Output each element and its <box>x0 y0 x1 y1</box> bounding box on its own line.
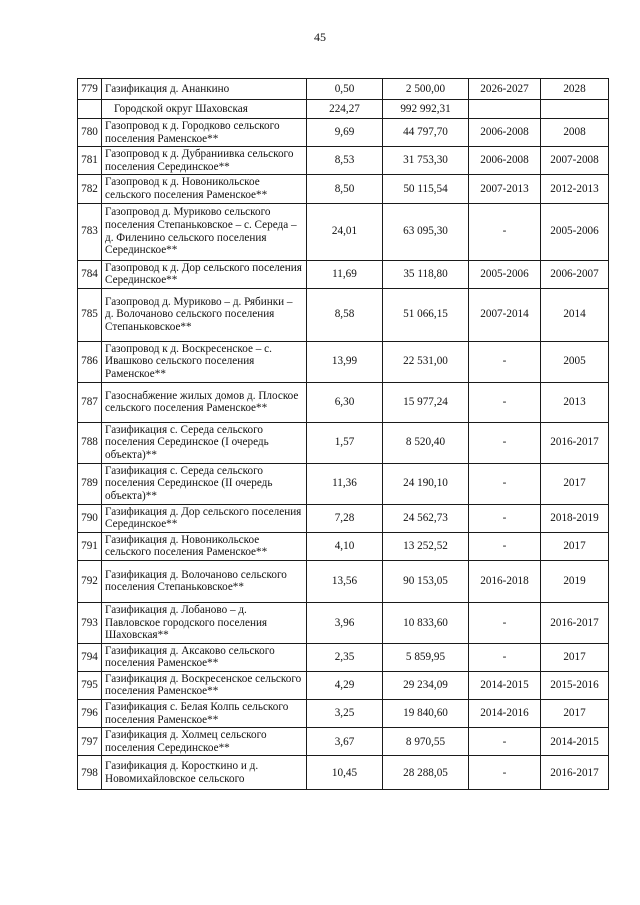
table-row <box>78 560 609 602</box>
period-value: 2007-2014 <box>469 288 541 341</box>
object-name: Газопровод к д. Городково сельского поселения Раменское** <box>102 119 307 147</box>
year-value: 2014 <box>541 288 609 341</box>
year-value: 2017 <box>541 463 609 504</box>
row-number: 786 <box>78 341 102 382</box>
year-value: 2019 <box>541 560 609 602</box>
period-value: - <box>469 602 541 643</box>
length-value: 224,27 <box>307 100 383 119</box>
length-value: 7,28 <box>307 504 383 532</box>
table-row <box>78 260 609 288</box>
table-row <box>78 504 609 532</box>
object-name: Газификация с. Середа сельского поселения Серединское (II очередь объекта)** <box>102 463 307 504</box>
cost-value: 22 531,00 <box>383 341 469 382</box>
year-value: 2005-2006 <box>541 203 609 260</box>
row-number <box>78 100 102 119</box>
length-value: 3,67 <box>307 728 383 756</box>
length-value: 3,25 <box>307 700 383 728</box>
year-value: 2017 <box>541 643 609 671</box>
period-value: - <box>469 504 541 532</box>
year-value: 2014-2015 <box>541 728 609 756</box>
period-value: 2014-2016 <box>469 700 541 728</box>
period-value: - <box>469 532 541 560</box>
cost-value: 35 118,80 <box>383 260 469 288</box>
table-row <box>78 643 609 671</box>
gasification-table <box>77 78 609 790</box>
cost-value: 24 562,73 <box>383 504 469 532</box>
row-number: 785 <box>78 288 102 341</box>
period-value: 2007-2013 <box>469 175 541 203</box>
table-row <box>78 602 609 643</box>
period-value: - <box>469 728 541 756</box>
cost-value: 2 500,00 <box>383 79 469 100</box>
length-value: 9,69 <box>307 119 383 147</box>
cost-value: 44 797,70 <box>383 119 469 147</box>
period-value: - <box>469 643 541 671</box>
object-name: Газификация д. Воскресенское сельского поселения Раменское** <box>102 671 307 699</box>
row-number: 788 <box>78 422 102 463</box>
year-value: 2012-2013 <box>541 175 609 203</box>
cost-value: 19 840,60 <box>383 700 469 728</box>
cost-value: 51 066,15 <box>383 288 469 341</box>
table-row <box>78 700 609 728</box>
table-row <box>78 382 609 422</box>
object-name: Газопровод к д. Дубраниивка сельского поселения Серединское** <box>102 147 307 175</box>
row-number: 780 <box>78 119 102 147</box>
period-value <box>469 100 541 119</box>
length-value: 4,10 <box>307 532 383 560</box>
length-value: 10,45 <box>307 756 383 790</box>
table-row <box>78 728 609 756</box>
length-value: 1,57 <box>307 422 383 463</box>
object-name: Газификация д. Ананкино <box>102 79 307 100</box>
row-number: 782 <box>78 175 102 203</box>
object-name: Газификация д. Коросткино и д. Новомихайловское сельского <box>102 756 307 790</box>
length-value: 11,69 <box>307 260 383 288</box>
table-row <box>78 463 609 504</box>
cost-value: 31 753,30 <box>383 147 469 175</box>
row-number: 787 <box>78 382 102 422</box>
period-value: 2026-2027 <box>469 79 541 100</box>
table-row <box>78 147 609 175</box>
object-name: Газопровод к д. Дор сельского поселения Серединское** <box>102 260 307 288</box>
length-value: 0,50 <box>307 79 383 100</box>
object-name: Газопровод к д. Новоникольское сельского поселения Раменское** <box>102 175 307 203</box>
cost-value: 10 833,60 <box>383 602 469 643</box>
table-row <box>78 119 609 147</box>
period-value: - <box>469 756 541 790</box>
length-value: 6,30 <box>307 382 383 422</box>
year-value: 2016-2017 <box>541 422 609 463</box>
length-value: 4,29 <box>307 671 383 699</box>
row-number: 791 <box>78 532 102 560</box>
period-value: - <box>469 382 541 422</box>
object-name: Газификация д. Аксаково сельского поселения Раменское** <box>102 643 307 671</box>
length-value: 8,53 <box>307 147 383 175</box>
period-value: 2006-2008 <box>469 119 541 147</box>
table-row <box>78 288 609 341</box>
cost-value: 50 115,54 <box>383 175 469 203</box>
row-number: 792 <box>78 560 102 602</box>
year-value <box>541 100 609 119</box>
object-name: Газопровод д. Муриково – д. Рябинки – д. Волочаново сельского поселения Степаньковское** <box>102 288 307 341</box>
row-number: 784 <box>78 260 102 288</box>
page-number: 45 <box>314 30 326 44</box>
period-value: 2014-2015 <box>469 671 541 699</box>
cost-value: 90 153,05 <box>383 560 469 602</box>
object-name: Газификация д. Дор сельского поселения Серединское** <box>102 504 307 532</box>
row-number: 796 <box>78 700 102 728</box>
object-name: Городской округ Шаховская <box>102 100 307 119</box>
length-value: 8,58 <box>307 288 383 341</box>
length-value: 13,99 <box>307 341 383 382</box>
cost-value: 13 252,52 <box>383 532 469 560</box>
length-value: 11,36 <box>307 463 383 504</box>
year-value: 2017 <box>541 532 609 560</box>
length-value: 3,96 <box>307 602 383 643</box>
object-name: Газификация с. Середа сельского поселения Серединское (I очередь объекта)** <box>102 422 307 463</box>
table-row <box>78 79 609 100</box>
object-name: Газификация д. Лобаново – д. Павловское городского поселения Шаховская** <box>102 602 307 643</box>
year-value: 2008 <box>541 119 609 147</box>
table-row <box>78 422 609 463</box>
year-value: 2006-2007 <box>541 260 609 288</box>
row-number: 781 <box>78 147 102 175</box>
length-value: 13,56 <box>307 560 383 602</box>
cost-value: 28 288,05 <box>383 756 469 790</box>
year-value: 2013 <box>541 382 609 422</box>
row-number: 794 <box>78 643 102 671</box>
year-value: 2016-2017 <box>541 602 609 643</box>
cost-value: 29 234,09 <box>383 671 469 699</box>
length-value: 24,01 <box>307 203 383 260</box>
cost-value: 24 190,10 <box>383 463 469 504</box>
period-value: - <box>469 422 541 463</box>
object-name: Газификация д. Новоникольское сельского поселения Раменское** <box>102 532 307 560</box>
table-row <box>78 203 609 260</box>
table-row <box>78 532 609 560</box>
length-value: 8,50 <box>307 175 383 203</box>
row-number: 790 <box>78 504 102 532</box>
year-value: 2015-2016 <box>541 671 609 699</box>
period-value: - <box>469 463 541 504</box>
year-value: 2016-2017 <box>541 756 609 790</box>
period-value: 2006-2008 <box>469 147 541 175</box>
row-number: 783 <box>78 203 102 260</box>
year-value: 2028 <box>541 79 609 100</box>
year-value: 2007-2008 <box>541 147 609 175</box>
table-row <box>78 671 609 699</box>
period-value: 2005-2006 <box>469 260 541 288</box>
year-value: 2017 <box>541 700 609 728</box>
year-value: 2005 <box>541 341 609 382</box>
length-value: 2,35 <box>307 643 383 671</box>
table-row <box>78 756 609 790</box>
cost-value: 992 992,31 <box>383 100 469 119</box>
period-value: - <box>469 203 541 260</box>
cost-value: 8 520,40 <box>383 422 469 463</box>
object-name: Газопровод к д. Воскресенское – с. Ивашково сельского поселения Раменское** <box>102 341 307 382</box>
period-value: - <box>469 341 541 382</box>
row-number: 798 <box>78 756 102 790</box>
object-name: Газопровод д. Муриково сельского поселения Степаньковское – с. Середа – д. Филенино сельского поселения Серединское** <box>102 203 307 260</box>
cost-value: 15 977,24 <box>383 382 469 422</box>
cost-value: 63 095,30 <box>383 203 469 260</box>
cost-value: 5 859,95 <box>383 643 469 671</box>
cost-value: 8 970,55 <box>383 728 469 756</box>
period-value: 2016-2018 <box>469 560 541 602</box>
table-row <box>78 175 609 203</box>
row-number: 795 <box>78 671 102 699</box>
year-value: 2018-2019 <box>541 504 609 532</box>
subtotal-row <box>78 100 609 119</box>
object-name: Газификация с. Белая Колпь сельского поселения Раменское** <box>102 700 307 728</box>
row-number: 797 <box>78 728 102 756</box>
object-name: Газификация д. Волочаново сельского поселения Степаньковское** <box>102 560 307 602</box>
row-number: 793 <box>78 602 102 643</box>
row-number: 779 <box>78 79 102 100</box>
row-number: 789 <box>78 463 102 504</box>
object-name: Газоснабжение жилых домов д. Плоское сельского поселения Раменское** <box>102 382 307 422</box>
table-row <box>78 341 609 382</box>
object-name: Газификация д. Холмец сельского поселения Серединское** <box>102 728 307 756</box>
